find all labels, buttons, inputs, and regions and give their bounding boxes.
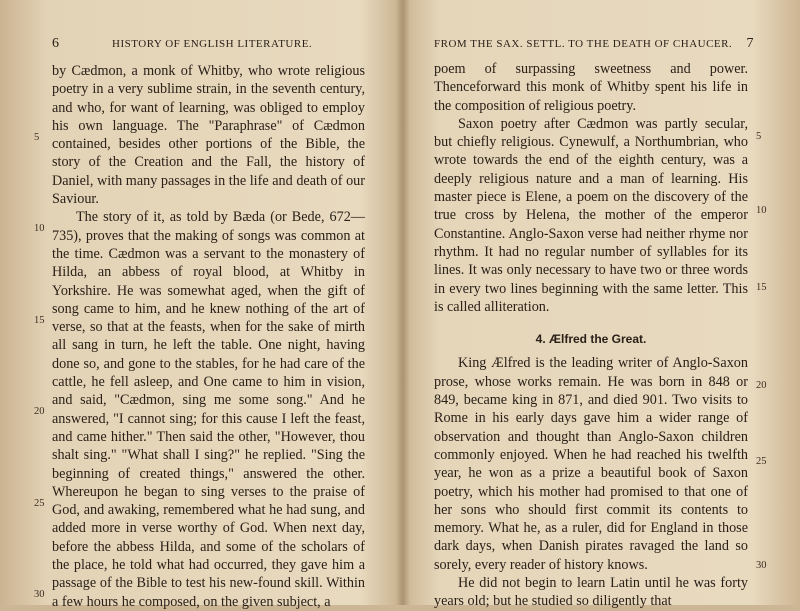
left-page <box>0 0 398 610</box>
right-paragraph-2: Saxon poetry after Cædmon was partly secular, but chiefly religious. Cynewulf, a Northumbrian, who wrote towards the end of the eighth century, was a deeply religious nature and a man of learning. His master piece is Elene, a poem on the discovery of the true cross by Helena, the mother of the emperor Constantine. Anglo-Saxon verse had neither rhyme nor rhythm. It had no regular number of syllables for its lines. It was only necessary to have two or three words in every two lines beginning with the same letter. This is called alliteration. <box>434 115 748 315</box>
left-line-number-20: 20 <box>34 406 45 417</box>
left-paragraph-1: by Cædmon, a monk of Whitby, who wrote religious poetry in a very sublime strain, in the seventh century, and who, for want of learning, was obliged to employ his own language. The "Paraphrase" of Cædmon contained, besides other portions of the Bible, the story of the Creation and the Fall, the history of Daniel, with many passages in the life and death of our Saviour. <box>52 63 365 208</box>
left-line-number-30: 30 <box>34 589 45 600</box>
right-running-head: FROM THE SAX. SETTL. TO THE DEATH OF CHAUCER. <box>434 38 733 50</box>
left-line-number-15: 15 <box>34 315 45 326</box>
right-page-number: 7 <box>746 36 754 51</box>
left-running-head: HISTORY OF ENGLISH LITERATURE. <box>112 38 313 50</box>
left-page-header <box>0 36 398 56</box>
section-heading: 4. Ælfred the Great. <box>535 332 647 347</box>
right-page <box>410 0 800 610</box>
right-paragraph-4: He did not begin to learn Latin until he was forty years old; but he studied so diligently that <box>434 575 748 610</box>
left-line-number-25: 25 <box>34 498 45 509</box>
left-paragraph-2: The story of it, as told by Bæda (or Bede, 672—735), proves that the making of songs was common at the time. Cædmon was a servant to the monastery of Hilda, an abbess of royal blood, at Whitby in Yorkshire. He was somewhat aged, when the gift of song came to him, and he knew nothing of the art of verse, so that at the feasts, when for the sake of mirth all sang in turn, he left the table. One night, having done so, and gone to the stables, for he had care of the cattle, he fell asleep, and One came to him in vision, and said, "Cædmon, sing me some song." And he answered, "I cannot sing; for this cause I left the feast, and came hither." Then said the other, "However, thou shalt sing." "What shall I sing?" he replied. "Sing the beginning of created things," answered the other. Whereupon he began to sing verses to the praise of God, and awaking, remembered what he had sung, and added more in verse worthy of God. When next day, before the abbess Hilda, and some of the scholars of the place, he told what had occurred, they gave him a passage of the Bible to test his new-found skill. Within a few hours he composed, on the given subject, a <box>52 209 365 610</box>
right-line-number-10: 10 <box>756 205 767 216</box>
right-line-number-20: 20 <box>756 380 767 391</box>
right-paragraph-3: King Ælfred is the leading writer of Anglo-Saxon prose, whose works remain. He was born in 848 or 849, became king in 871, and died 901. Two visits to Rome in his early days gave him a wider range of observation and thought than Anglo-Saxon children commonly enjoyed. When he had reached his twelfth year, he won as a prize a beautiful book of Saxon poetry, which his mother had promised to that one of her sons who should first commit its contents to memory. What he, as a ruler, did for England in those dark days, when Danish pirates ravaged the land so sorely, every reader of history knows. <box>434 355 748 573</box>
left-page-body <box>52 62 365 611</box>
left-page-number: 6 <box>52 36 60 51</box>
right-page-body <box>434 60 748 611</box>
right-line-number-25: 25 <box>756 456 767 467</box>
right-line-number-5: 5 <box>756 131 762 142</box>
left-line-number-10: 10 <box>34 223 45 234</box>
right-line-number-15: 15 <box>756 282 767 293</box>
right-page-header <box>410 36 800 56</box>
left-line-number-5: 5 <box>34 132 40 143</box>
book-gutter <box>396 0 410 605</box>
right-paragraph-1: poem of surpassing sweetness and power. Thenceforward this monk of Whitby spent his life in the composition of religious poetry. <box>434 61 748 114</box>
right-line-number-30: 30 <box>756 560 767 571</box>
